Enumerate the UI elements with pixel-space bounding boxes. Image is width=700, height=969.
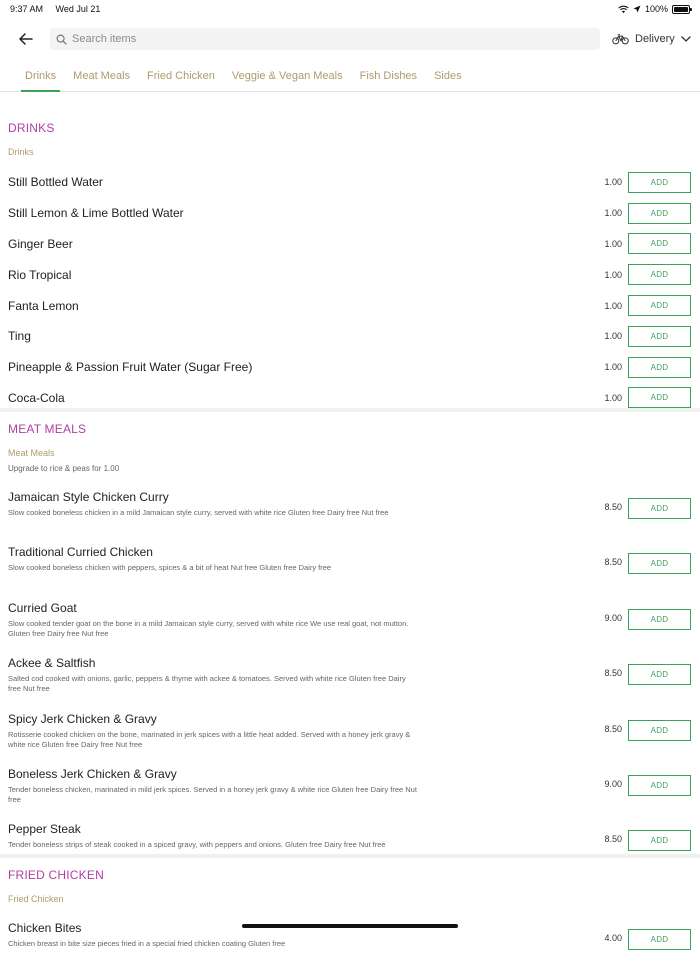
- item-description: Slow cooked tender goat on the bone in a mild Jamaican style curry, served with white rice We use real goat, not mutton. Gluten free Dairy free Nut free: [8, 618, 409, 638]
- status-right: [618, 4, 690, 14]
- add-button[interactable]: ADD: [628, 172, 691, 193]
- item-price: 8.50: [604, 723, 622, 734]
- add-button[interactable]: ADD: [628, 664, 691, 685]
- item-description: Chicken breast in bite size pieces fried in a special fried chicken coating Gluten free: [8, 939, 286, 948]
- item-name: Curried Goat: [8, 600, 77, 615]
- tab-label: Meat Meals: [73, 69, 131, 82]
- item-price: 9.00: [604, 778, 622, 789]
- item-name: Pineapple & Passion Fruit Water (Sugar Free): [8, 360, 253, 375]
- item-price: 1.00: [604, 300, 622, 311]
- menu-content: [0, 92, 700, 969]
- header: [0, 18, 700, 60]
- delivery-selector[interactable]: [612, 33, 691, 45]
- item-name: Still Lemon & Lime Bottled Water: [8, 206, 184, 221]
- search-box[interactable]: [50, 28, 600, 50]
- item-description: Tender boneless strips of steak cooked in a spiced gravy, with peppers and onions. Gluten free Dairy free Nut free: [8, 840, 386, 850]
- add-button[interactable]: ADD: [628, 498, 691, 519]
- item-price: 8.50: [604, 668, 622, 679]
- meat-list: [0, 473, 700, 871]
- item-name: Pepper Steak: [8, 822, 81, 837]
- arrow-left-icon: [19, 33, 33, 45]
- item-price: 9.00: [604, 612, 622, 623]
- item-name: Ting: [8, 329, 31, 344]
- section-subtitle: Drinks: [8, 147, 34, 157]
- add-button[interactable]: ADD: [628, 264, 691, 285]
- add-button[interactable]: ADD: [628, 387, 691, 408]
- section-title: FRIED CHICKEN: [8, 868, 104, 882]
- section-subtitle: Fried Chicken: [8, 894, 64, 904]
- item-name: Traditional Curried Chicken: [8, 545, 153, 560]
- wifi-icon: [618, 5, 629, 14]
- item-name: Chicken Bites: [8, 921, 82, 935]
- back-button[interactable]: [12, 25, 40, 53]
- item-description: Rotisserie cooked chicken on the bone, marinated in jerk spices with a little heat added. Served with a honey jerk gravy & white rice Gluten free Dairy free Nut free: [8, 729, 411, 749]
- add-button[interactable]: ADD: [628, 326, 691, 347]
- battery-icon: [672, 5, 690, 14]
- item-price: 1.00: [604, 392, 622, 403]
- tab-label: Sides: [434, 69, 462, 82]
- bicycle-icon: [612, 33, 629, 45]
- item-price: 1.00: [604, 208, 622, 219]
- menu-item[interactable]: [0, 198, 700, 229]
- item-price: 1.00: [604, 331, 622, 342]
- section-meat-meals: [0, 408, 700, 854]
- add-button[interactable]: ADD: [628, 553, 691, 574]
- section-drinks: [0, 111, 700, 408]
- menu-item[interactable]: [0, 259, 700, 290]
- tab-sides[interactable]: [427, 60, 469, 91]
- item-name: Jamaican Style Chicken Curry: [8, 490, 169, 504]
- item-name: Ginger Beer: [8, 236, 73, 251]
- menu-item[interactable]: [0, 760, 700, 815]
- item-name: Still Bottled Water: [8, 175, 103, 190]
- section-subtitle: Meat Meals: [8, 448, 55, 458]
- battery-percent: 100%: [644, 4, 668, 14]
- status-date: Wed Jul 21: [55, 4, 101, 14]
- add-button[interactable]: ADD: [628, 720, 691, 741]
- category-tabs: [0, 60, 700, 92]
- item-description: Tender boneless chicken, marinated in mild jerk spices. Served in a honey jerk gravy & white rice Gluten free Dairy free Nut free: [8, 784, 417, 804]
- menu-item[interactable]: [0, 229, 700, 260]
- section-title: DRINKS: [8, 121, 55, 135]
- menu-item[interactable]: [0, 594, 700, 649]
- location-icon: [633, 5, 641, 13]
- delivery-label: Delivery: [635, 33, 675, 45]
- home-indicator: [242, 924, 458, 928]
- item-name: Fanta Lemon: [8, 298, 79, 313]
- section-note: Upgrade to rice & peas for 1.00: [8, 464, 120, 473]
- item-price: 1.00: [604, 238, 622, 249]
- fried-list: [0, 904, 700, 969]
- item-name: Coca-Cola: [8, 390, 65, 405]
- add-button[interactable]: ADD: [628, 929, 691, 950]
- item-price: 8.50: [604, 502, 622, 512]
- item-description: Slow cooked boneless chicken in a mild Jamaican style curry, served with white rice Gluten free Dairy free Nut free: [8, 508, 389, 517]
- item-price: 1.00: [604, 177, 622, 188]
- tab-veggie-vegan-meals[interactable]: [225, 60, 350, 91]
- item-price: 1.00: [604, 362, 622, 373]
- tab-meat-meals[interactable]: [66, 60, 137, 91]
- item-name: Boneless Jerk Chicken & Gravy: [8, 766, 177, 781]
- tab-fish-dishes[interactable]: [353, 60, 424, 91]
- tab-drinks[interactable]: [18, 60, 63, 91]
- item-description: Salted cod cooked with onions, garlic, peppers & thyme with ackee & tomatoes. Served with white rice Gluten free Dairy free Nut free: [8, 674, 406, 694]
- tab-label: Veggie & Vegan Meals: [231, 69, 343, 82]
- search-input[interactable]: [72, 33, 594, 45]
- menu-item[interactable]: [0, 649, 700, 704]
- menu-item[interactable]: [0, 321, 700, 352]
- item-price: 8.50: [604, 834, 622, 845]
- tab-label: Drinks: [25, 69, 57, 82]
- menu-item[interactable]: [0, 352, 700, 383]
- add-button[interactable]: ADD: [628, 609, 691, 630]
- tab-fried-chicken[interactable]: [140, 60, 222, 91]
- add-button[interactable]: ADD: [628, 233, 691, 254]
- section-title: MEAT MEALS: [8, 422, 87, 436]
- item-price: 1.00: [604, 269, 622, 280]
- status-time: 9:37 AM: [10, 4, 44, 14]
- add-button[interactable]: ADD: [628, 203, 691, 224]
- add-button[interactable]: ADD: [628, 295, 691, 316]
- item-price: 8.50: [604, 557, 622, 568]
- menu-item[interactable]: [0, 914, 700, 969]
- menu-item[interactable]: [0, 705, 700, 760]
- menu-item[interactable]: [0, 538, 700, 593]
- search-icon: [56, 34, 67, 45]
- add-button[interactable]: ADD: [628, 830, 691, 851]
- drinks-list: [0, 157, 700, 413]
- menu-item[interactable]: [0, 167, 700, 198]
- item-name: Ackee & Saltfish: [8, 656, 96, 671]
- item-name: Rio Tropical: [8, 267, 72, 282]
- status-left: [10, 4, 110, 14]
- add-button[interactable]: ADD: [628, 357, 691, 378]
- status-bar: [0, 0, 700, 18]
- chevron-down-icon: [681, 36, 691, 42]
- tab-label: Fish Dishes: [359, 69, 418, 82]
- section-fried-chicken: [0, 854, 700, 969]
- menu-item[interactable]: [0, 483, 700, 538]
- item-description: Slow cooked boneless chicken with peppers, spices & a bit of heat Nut free Gluten free Dairy free: [8, 563, 332, 573]
- item-name: Spicy Jerk Chicken & Gravy: [8, 711, 157, 726]
- item-price: 4.00: [604, 933, 622, 943]
- tab-label: Fried Chicken: [147, 69, 215, 82]
- menu-item[interactable]: [0, 290, 700, 321]
- add-button[interactable]: ADD: [628, 775, 691, 796]
